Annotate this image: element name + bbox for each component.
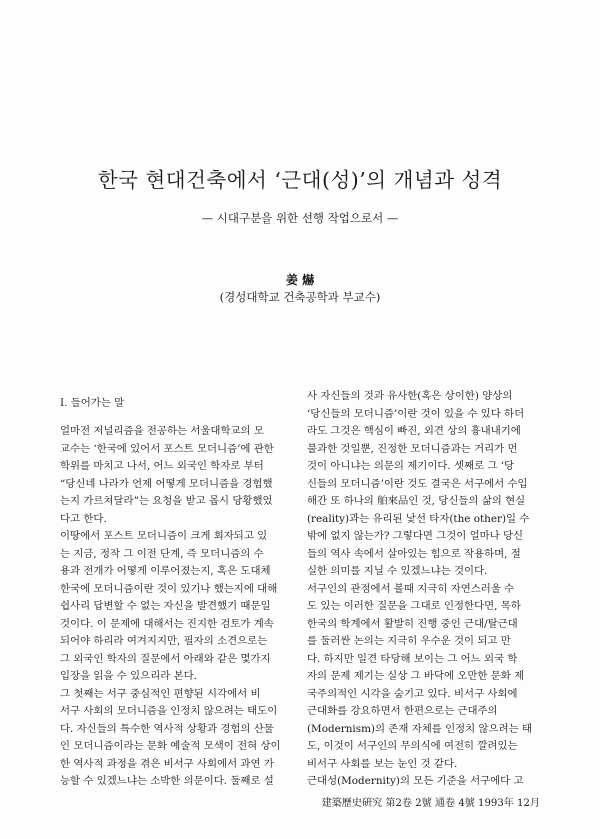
text-line: 들의 역사 속에서 살아있는 힘으로 작용하며, 절 [307, 547, 521, 560]
text-line: 신들의 모더니즘’이란 것도 결국은 서구에서 수입 [307, 477, 528, 490]
text-line: 것이다. 이 문제에 대해서는 진지한 검토가 계속 [60, 617, 274, 630]
text-line: (reality)과는 유리된 낯선 타자(the other)일 수 [307, 512, 530, 525]
text-line: 다. 자신들의 특수한 역사적 상황과 경험의 산물 [60, 722, 274, 735]
text-line: 다고 한다. [60, 512, 107, 525]
text-line: 는지 가르쳐달라”는 요청을 받고 몹시 당황했었 [60, 495, 273, 507]
text-line: 해간 또 하나의 舶來品인 것, 당신들의 삶의 현실 [307, 495, 526, 507]
author-affiliation: (경성대학교 건축공학과 부교수) [219, 290, 381, 304]
text-line: 라도 그것은 핵심이 빠진, 외견 상의 흉내내기에 [307, 425, 521, 437]
text-line: 그 외국인 학자의 질문에서 아래와 같은 몇가지 [60, 652, 271, 665]
text-line: 것이 아니냐는 의문의 제기이다. 셋째로 그 ‘당 [307, 460, 515, 472]
text-line: 도, 이것이 서구인의 무의식에 여전히 깔려있는 [307, 740, 518, 752]
right-column [307, 388, 539, 791]
text-line: 교수는 ‘한국에 있어서 포스트 모더니즘’에 관한 [60, 442, 274, 455]
text-line: 이땅에서 포스트 모더니즘이 크게 회자되고 있 [60, 530, 268, 542]
text-line: ‘당신들의 모더니즘’이란 것이 있을 수 있다 하더 [307, 407, 525, 420]
text-line: 다. 하지만 일견 타당해 보이는 그 어느 외국 학 [307, 652, 518, 665]
section-heading: I. 들어가는 말 [60, 397, 125, 409]
text-line: 한국의 학계에서 활발히 진행 중인 근대/탈근대 [307, 617, 518, 630]
text-line: 국주의적인 시각을 숨기고 있다. 비서구 사회에 [307, 687, 518, 700]
text-line: 밖에 없지 않는가? 그렇다면 그것이 얼마나 당신 [307, 530, 524, 542]
text-line: 자의 문제 제기는 실상 그 바닥에 오만한 문화 제 [307, 670, 525, 682]
journal-footer: 建築歷史硏究 第2卷 2號 通卷 4號 1993年 12月 [321, 798, 540, 809]
text-line: 를 둘러싼 논의는 지극히 우수운 것이 되고 만 [307, 635, 511, 647]
text-line: 능할 수 있겠느냐는 소박한 의문이다. 둘째로 설 [60, 775, 274, 787]
text-line: 한 역사적 과정을 겪은 비서구 사회에서 과연 가 [60, 757, 274, 770]
text-line: 쉽사리 답변할 수 없는 자신을 발견했기 때문일 [60, 600, 271, 612]
text-line: (Modernism)의 존재 자체를 인정치 않으려는 태 [307, 722, 533, 735]
text-line: 한국에 모더니즘이란 것이 있기나 했는지에 대해 [60, 582, 278, 595]
text-line: 학위를 마치고 나서, 어느 외국인 학자로 부터 [60, 460, 264, 472]
text-line: 인 모더니즘이라는 문화 예술적 모색이 전혀 상이 [60, 740, 281, 752]
left-column [60, 392, 292, 791]
text-line: 입장을 읽을 수 있으리라 본다. [60, 670, 197, 682]
text-line: 근대성(Modernity)의 모든 기준을 서구에다 고 [307, 775, 524, 787]
text-line: 얼마전 저널리즘을 전공하는 서울대학교의 모 [60, 425, 264, 437]
text-line: 되어야 하리라 여겨지지만, 필자의 소견으로는 [60, 635, 268, 647]
text-line: 사 자신들의 것과 유사한(혹은 상이한) 양상의 [307, 390, 513, 402]
article-title: 한국 현대건축에서 ‘근대(성)’의 개념과 성격 [97, 168, 503, 192]
text-line: 도 있는 이러한 질문을 그대로 인정한다면, 목하 [307, 600, 521, 612]
text-line: 는 지금, 정작 그 이전 단계, 즉 모더니즘의 수 [60, 547, 264, 560]
text-line: 용과 전개가 어떻게 이루어졌는지, 혹은 도대체 [60, 565, 271, 577]
text-line: 그 첫째는 서구 중심적인 편향된 시각에서 비 [60, 687, 261, 700]
text-line: “당신네 나라가 언제 어떻게 모더니즘을 경험했 [60, 477, 273, 490]
author-name: 姜 爀 [285, 273, 315, 287]
text-line: 서구 사회의 모더니즘을 인정치 않으려는 태도이 [60, 705, 278, 717]
text-line: 불과한 것일뿐, 진정한 모더니즘과는 거리가 먼 [307, 442, 518, 455]
text-line: 서구인의 관점에서 볼때 지극히 자연스러울 수 [307, 582, 515, 595]
text-line: 비서구 사회를 보는 눈인 것 같다. [307, 757, 458, 770]
left-column-text [60, 423, 292, 791]
text-line: 근대화를 강요하면서 한편으로는 근대주의 [307, 705, 498, 717]
article-subtitle: — 시대구분을 위한 선행 작업으로서 — [201, 211, 399, 225]
text-line: 실한 의미를 지닐 수 있겠느냐는 것이다. [307, 565, 488, 577]
right-column-text [307, 388, 539, 791]
